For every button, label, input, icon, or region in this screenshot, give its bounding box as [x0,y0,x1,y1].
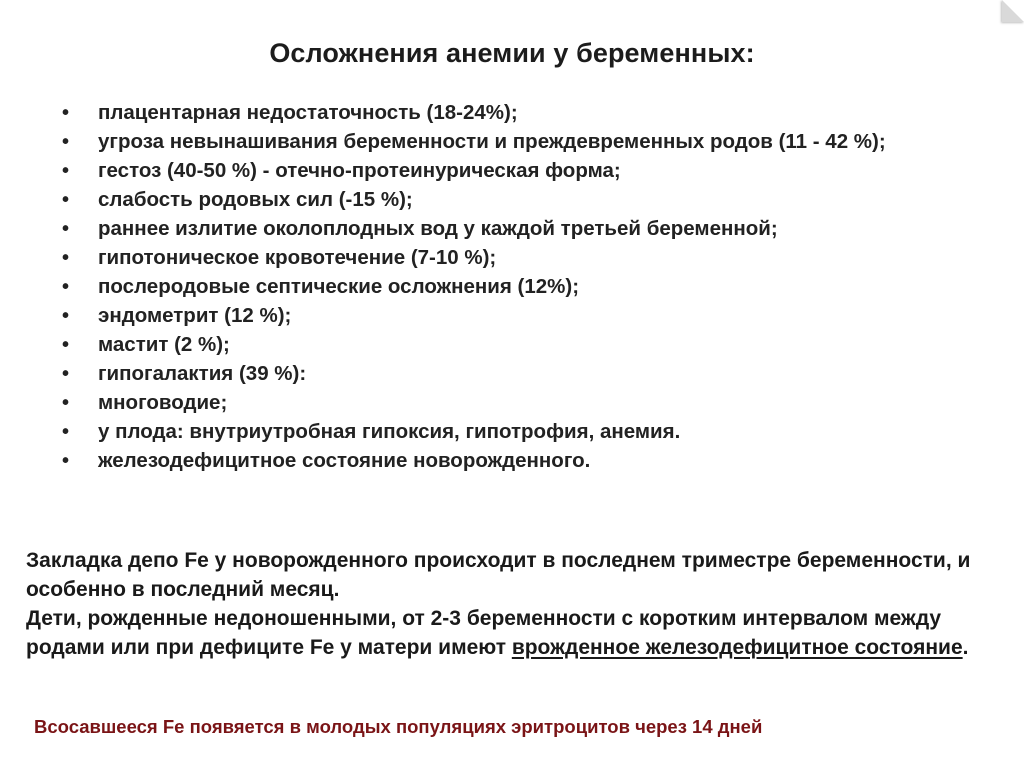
list-item [62,100,982,126]
note-paragraph-1: Закладка депо Fe у новорожденного происходит в последнем триместре беременности, и особенно в последний месяц. [26,549,971,601]
congenital-deficiency-term: врожденное железодефицитное состояние [511,636,963,659]
bullet-icon: • [62,189,70,211]
list-item [62,158,982,184]
bullet-icon: • [62,392,70,414]
list-item-text: слабость родовых сил (-15 %); [98,188,413,211]
list-item [62,245,982,271]
list-item-text: послеродовые септические осложнения (12%); [98,275,580,298]
list-item-text: железодефицитное состояние новорожденного. [98,449,591,472]
list-item [62,187,982,213]
list-item [62,129,982,155]
list-item [62,448,982,474]
list-item-text: у плода: внутриутробная гипоксия, гипотрофия, анемия. [98,420,681,443]
bullet-icon: • [62,363,70,385]
list-item [62,361,982,387]
list-item-text: плацентарная недостаточность (18-24%); [98,101,518,124]
note-paragraph-2-text: Дети, рожденные недоношенными, от 2-3 беременности с коротким интервалом между родами или при дефиците Fe у матери имеют [26,607,942,659]
bullet-icon: • [62,305,70,327]
bullet-icon: • [62,102,70,124]
list-item [62,274,982,300]
list-item-text: гестоз (40-50 %) - отечно-протеинурическая форма; [98,159,621,182]
list-item-text: угроза невынашивания беременности и преждевременных родов (11 - 42 %); [98,130,886,153]
note-paragraph-2-end: . [962,636,969,659]
list-item-text: раннее излитие околоплодных вод у каждой третьей беременной; [98,217,778,240]
bullet-icon: • [62,334,70,356]
list-item-text: эндометрит (12 %); [98,304,292,327]
bullet-icon: • [62,160,70,182]
iron-depot-note [26,546,986,662]
list-item-text: гипотоническое кровотечение (7-10 %); [98,246,497,269]
list-item [62,303,982,329]
list-item-text: мастит (2 %); [98,333,230,356]
bullet-icon: • [62,276,70,298]
list-item [62,332,982,358]
page-corner-fold [1002,0,1024,22]
bullet-icon: • [62,131,70,153]
list-item [62,390,982,416]
list-item [62,419,982,445]
note-paragraph-2 [26,604,986,662]
bullet-icon: • [62,247,70,269]
complications-list [62,100,982,477]
footer-note: Всосавшееся Fe появяется в молодых популяциях эритроцитов через 14 дней [34,716,763,737]
slide-title: Осложнения анемии у беременных: [269,38,755,68]
list-item [62,216,982,242]
list-item-text: гипогалактия (39 %): [98,362,307,385]
bullet-icon: • [62,450,70,472]
bullet-icon: • [62,421,70,443]
bullet-icon: • [62,218,70,240]
list-item-text: многоводие; [98,391,228,414]
